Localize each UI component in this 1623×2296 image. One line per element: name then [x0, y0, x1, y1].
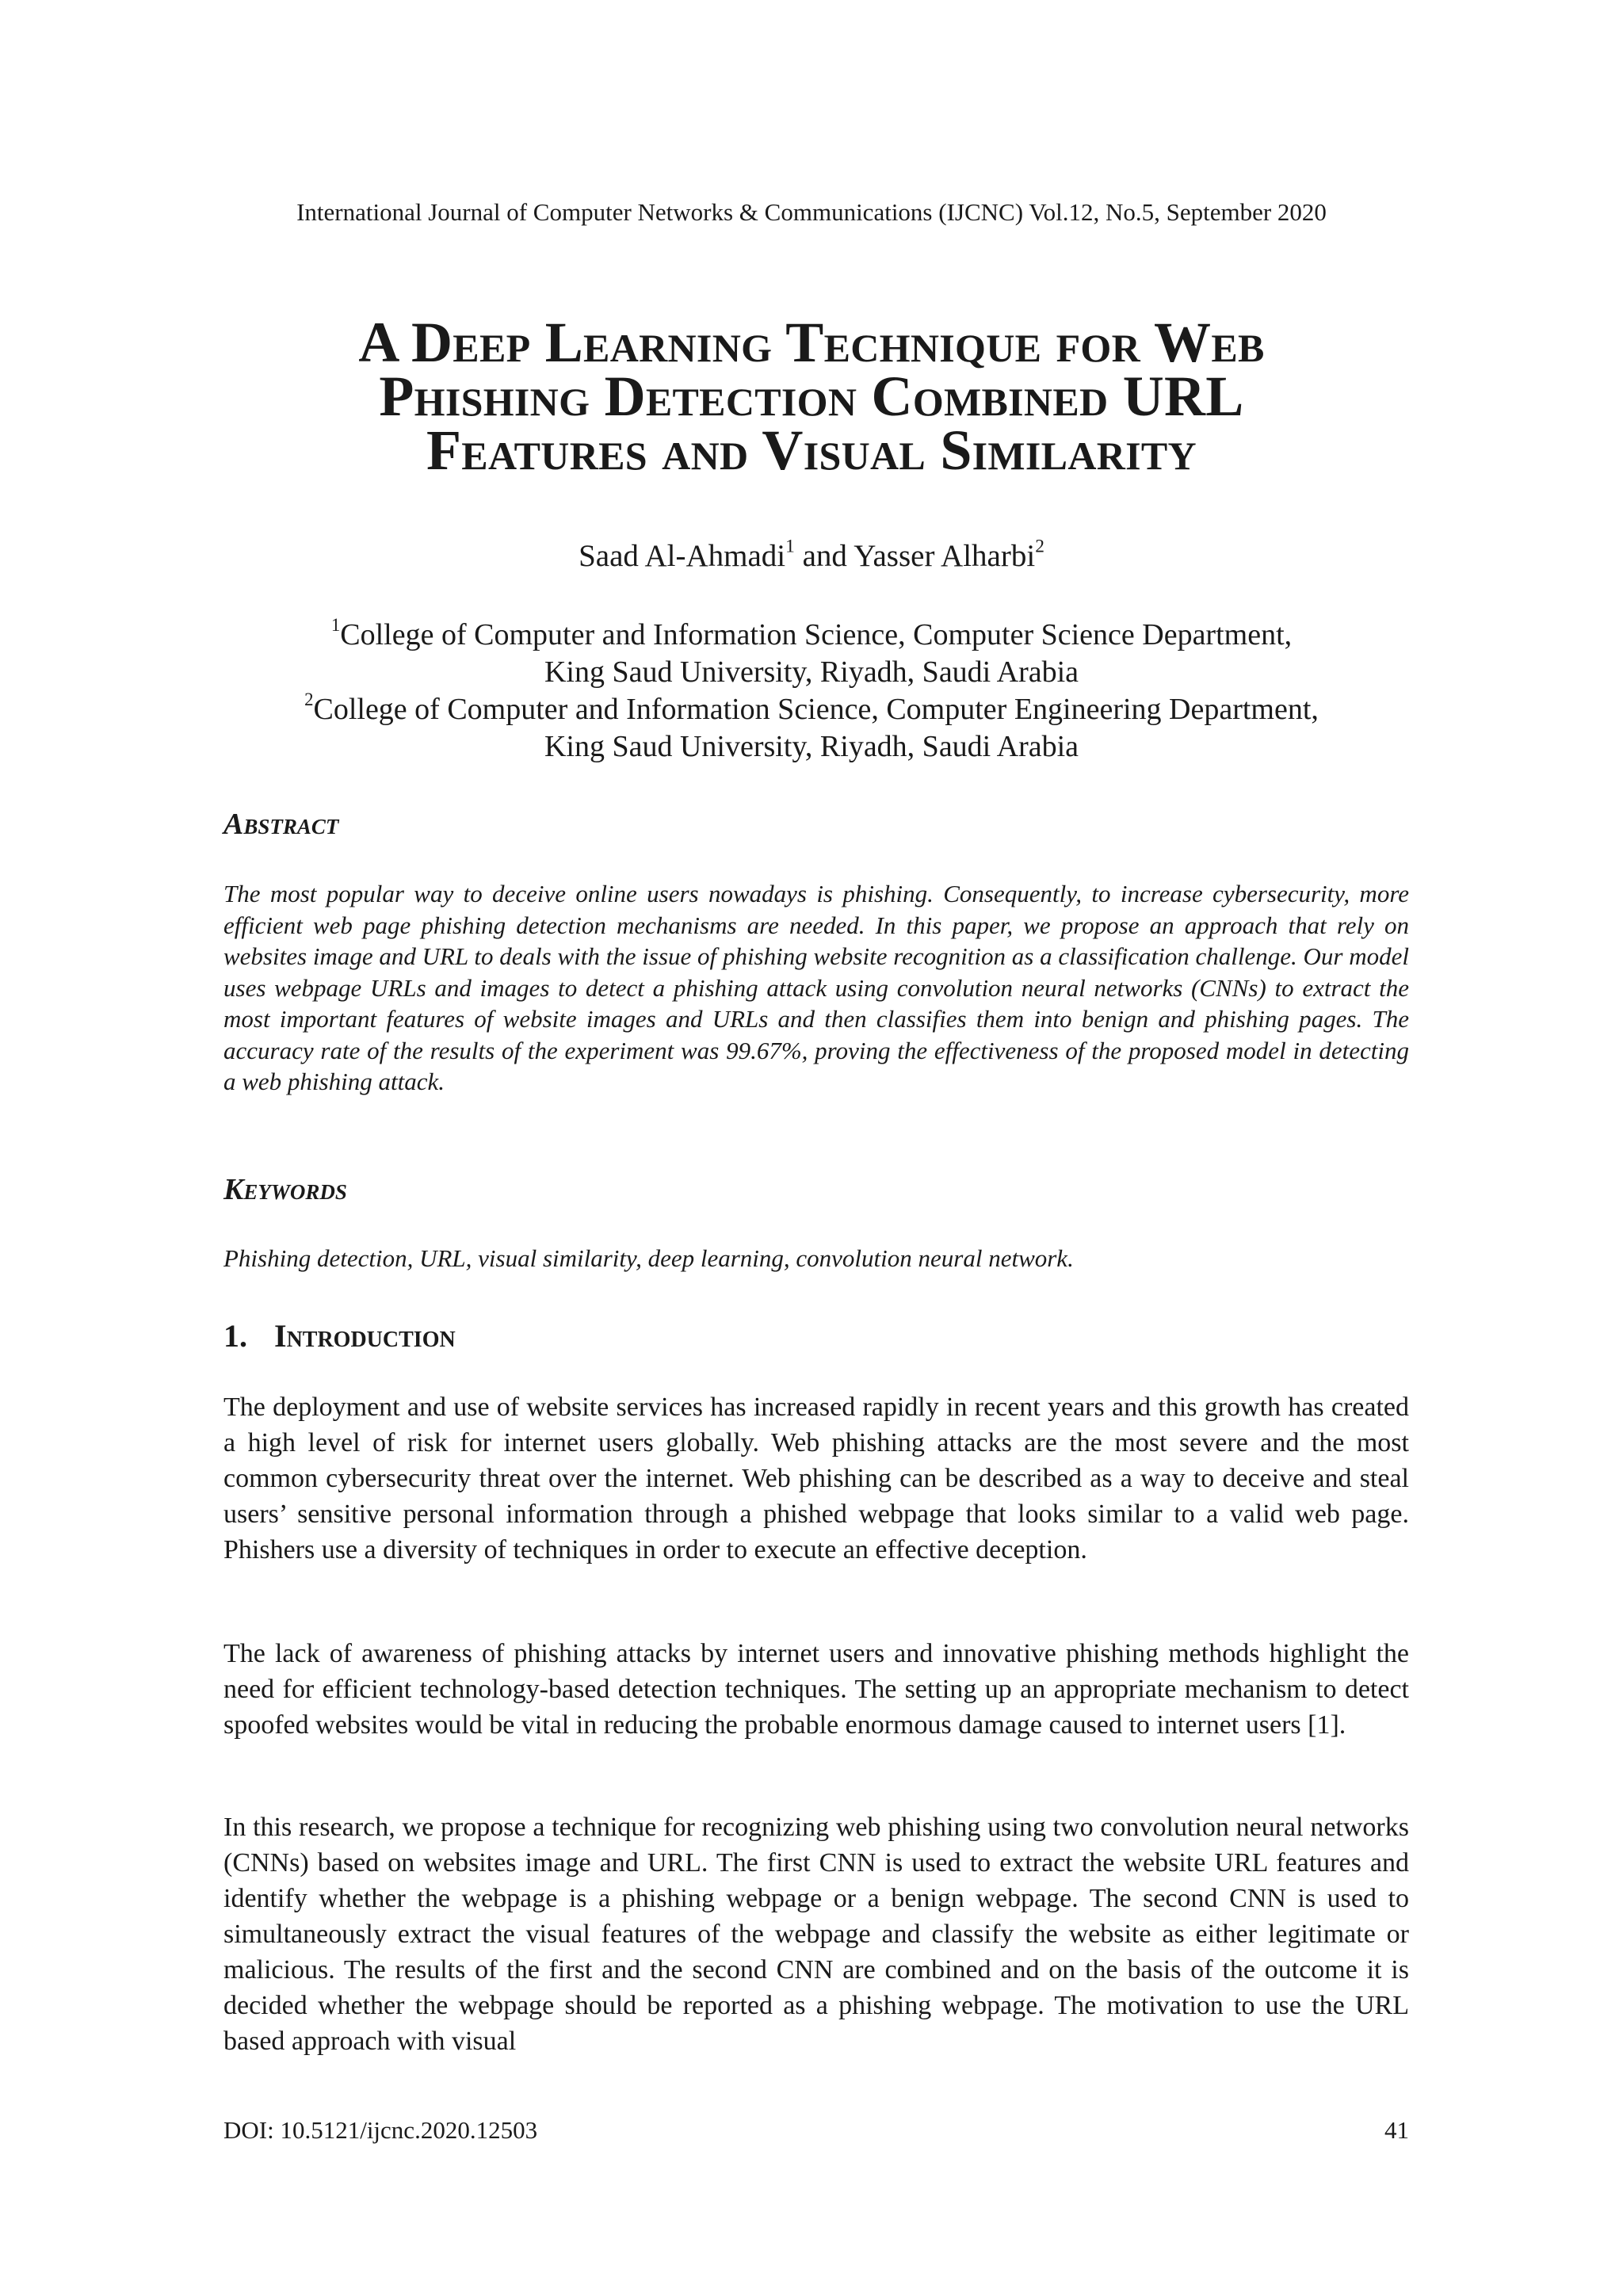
title-line-1: A Deep Learning Technique for Web	[358, 311, 1265, 374]
affiliation-2-line-2: King Saud University, Riyadh, Saudi Arabia	[544, 730, 1079, 763]
introduction-paragraph-1: The deployment and use of website services has increased rapidly in recent years and this growth has created a high level of risk for internet users globally. Web phishing attacks are the most severe and the most common cybersecurity threat over the internet. Web phishing can be described as a way to deceive and steal users’ sensitive personal information through a phished webpage that looks similar to a valid web page. Phishers use a diversity of techniques in order to execute an effective deception.	[223, 1392, 1409, 1564]
author-list	[0, 537, 1623, 575]
affiliation-1-mark: 1	[330, 614, 341, 635]
affiliation-2-mark: 2	[304, 689, 314, 709]
introduction-paragraph-3: In this research, we propose a technique for recognizing web phishing using two convolution neural networks (CNNs) based on websites image and URL. The first CNN is used to extract the website URL features and identify whether the webpage is a phishing webpage or a benign webpage. The second CNN is used to simultaneously extract the visual features of the webpage and classify the website as either legitimate or malicious. The results of the first and the second CNN are combined and on the basis of the outcome it is decided whether the webpage should be reported as a phishing webpage. The motivation to use the URL based approach with visual	[223, 1813, 1409, 2056]
affiliation-block	[0, 614, 1623, 766]
abstract-heading: Abstract	[223, 808, 339, 841]
affiliation-1-text: College of Computer and Information Science, Computer Science Department,	[340, 618, 1293, 651]
introduction-heading	[223, 1317, 456, 1355]
author-name-2: Yasser Alharbi	[854, 539, 1036, 573]
page-number: 41	[1384, 2116, 1409, 2144]
author-name-1: Saad Al-Ahmadi	[579, 539, 786, 573]
running-header: International Journal of Computer Networks & Communications (IJCNC) Vol.12, No.5, September 2020	[296, 198, 1327, 226]
abstract-text: The most popular way to deceive online users nowadays is phishing. Consequently, to increase cybersecurity, more efficient web page phishing detection mechanisms are needed. In this paper, we propose an approach that rely on websites image and URL to deals with the issue of phishing website recognition as a classification challenge. Our model uses webpage URLs and images to detect a phishing attack using convolution neural networks (CNNs) to extract the most important features of website images and URLs and then classifies them into benign and phishing pages. The accuracy rate of the results of the experiment was 99.67%, proving the effectiveness of the proposed model in detecting a web phishing attack.	[223, 880, 1409, 1095]
author-conjunction: and	[794, 539, 854, 573]
affiliation-1-line-2: King Saud University, Riyadh, Saudi Arabia	[544, 655, 1079, 689]
introduction-paragraph-2: The lack of awareness of phishing attacks by internet users and innovative phishing methods highlight the need for efficient technology-based detection techniques. The setting up an appropriate mechanism to detect spoofed websites would be vital in reducing the probable enormous damage caused to internet users [1].	[223, 1639, 1409, 1740]
affiliation-2-line-1	[0, 691, 1623, 728]
section-number: 1.	[223, 1318, 247, 1354]
doi-footer: DOI: 10.5121/ijcnc.2020.12503	[223, 2116, 538, 2144]
keywords-text: Phishing detection, URL, visual similarity, deep learning, convolution neural network.	[223, 1244, 1074, 1272]
author-1-affiliation-mark: 1	[785, 536, 795, 557]
affiliation-1-line-1	[0, 614, 1623, 654]
title-line-2: Phishing Detection Combined URL	[379, 365, 1244, 428]
section-title: Introduction	[274, 1318, 456, 1354]
title-line-3: Features and Visual Similarity	[426, 418, 1197, 482]
keywords-heading: Keywords	[223, 1173, 347, 1206]
author-2-affiliation-mark: 2	[1035, 536, 1044, 557]
paper-title	[238, 311, 1385, 482]
affiliation-2-text: College of Computer and Information Science, Computer Engineering Department,	[313, 693, 1319, 726]
